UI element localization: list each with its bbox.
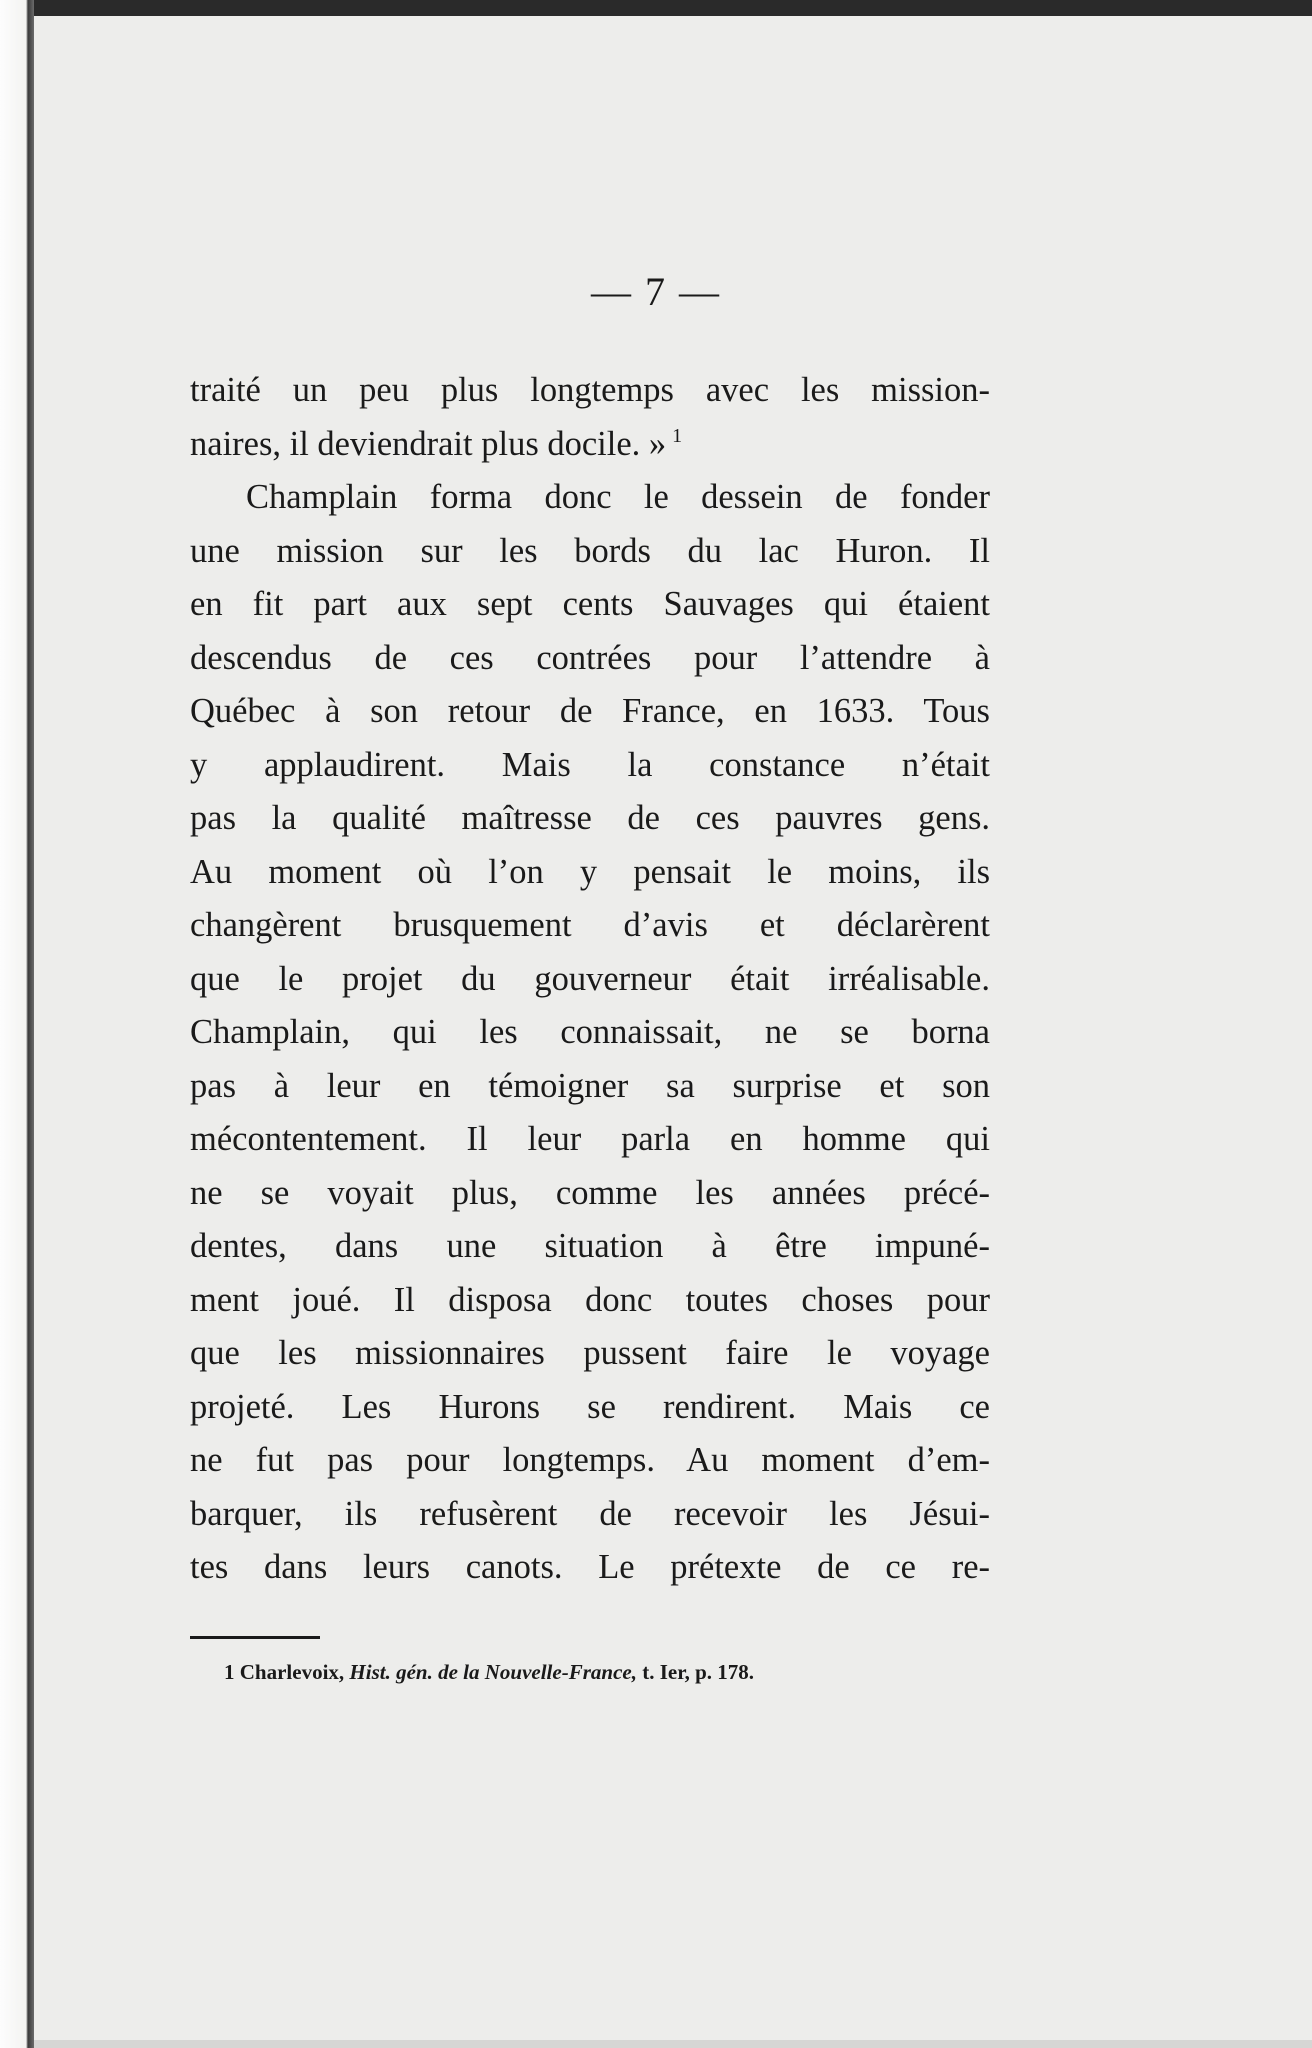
text-line bbox=[190, 685, 990, 739]
text-line-content: tes dans leurs canots. Le prétexte de ce re- bbox=[190, 1548, 990, 1586]
body-text bbox=[190, 364, 990, 1595]
text-line bbox=[190, 792, 990, 846]
text-line-content: que le projet du gouverneur était irréalisable. bbox=[190, 959, 990, 998]
text-line bbox=[190, 1541, 990, 1595]
text-line bbox=[190, 953, 990, 1007]
footnote-number: 1 bbox=[224, 1660, 235, 1684]
text-line bbox=[190, 1327, 990, 1381]
text-line-content: que les missionnaires pussent faire le voyage bbox=[190, 1334, 990, 1372]
text-line-content: naires, il deviendrait plus docile. » bbox=[190, 424, 667, 463]
text-line-content: dentes, dans une situation à être impuné- bbox=[190, 1227, 990, 1265]
text-line-content: descendus de ces contrées pour l’attendre à bbox=[190, 638, 990, 677]
footnote-author: Charlevoix, bbox=[239, 1660, 345, 1684]
text-line-content: pas la qualité maîtresse de ces pauvres gens. bbox=[190, 799, 990, 837]
footnote-rule bbox=[190, 1636, 320, 1639]
text-line-content: ne fut pas pour longtemps. Au moment d’em- bbox=[190, 1441, 990, 1479]
text-line bbox=[190, 471, 990, 525]
text-line bbox=[190, 846, 990, 900]
text-line bbox=[190, 578, 990, 632]
text-line bbox=[190, 1060, 990, 1114]
bottom-scan-edge bbox=[34, 2040, 1312, 2048]
text-line bbox=[190, 1167, 990, 1221]
text-line bbox=[190, 418, 990, 472]
text-line bbox=[190, 1434, 990, 1488]
page-number: — 7 — bbox=[591, 269, 721, 314]
footnote bbox=[224, 1660, 754, 1685]
text-line-content: pas à leur en témoigner sa surprise et son bbox=[190, 1066, 990, 1105]
text-line bbox=[190, 632, 990, 686]
text-line bbox=[190, 1220, 990, 1274]
text-line-content: ment joué. Il disposa donc toutes choses pour bbox=[190, 1280, 990, 1319]
text-line-content: ne se voyait plus, comme les années précé- bbox=[190, 1173, 990, 1212]
text-line-content: Québec à son retour de France, en 1633. Tous bbox=[190, 692, 990, 730]
text-line-content: Champlain forma donc le dessein de fonder bbox=[246, 478, 990, 516]
text-line bbox=[190, 899, 990, 953]
text-line bbox=[190, 525, 990, 579]
text-line-content: y applaudirent. Mais la constance n’était bbox=[190, 745, 990, 784]
text-line-content: changèrent brusquement d’avis et déclarèrent bbox=[190, 906, 990, 944]
text-line bbox=[190, 1381, 990, 1435]
text-line-content: Au moment où l’on y pensait le moins, ils bbox=[190, 852, 990, 891]
footnote-title: Hist. gén. de la Nouvelle-France, bbox=[349, 1660, 637, 1684]
text-line bbox=[190, 1006, 990, 1060]
text-line bbox=[190, 1488, 990, 1542]
text-line bbox=[190, 1274, 990, 1328]
footnote-ref: t. Ier, p. 178. bbox=[642, 1660, 755, 1684]
text-line bbox=[190, 739, 990, 793]
text-line-content: une mission sur les bords du lac Huron. Il bbox=[190, 531, 990, 570]
text-line-content: Champlain, qui les connaissait, ne se borna bbox=[190, 1013, 990, 1051]
footnote-marker: 1 bbox=[672, 425, 683, 447]
text-line-content: projeté. Les Hurons se rendirent. Mais ce bbox=[190, 1387, 990, 1426]
text-line bbox=[190, 364, 990, 418]
text-line-content: barquer, ils refusèrent de recevoir les Jésui- bbox=[190, 1494, 990, 1533]
top-scan-edge bbox=[0, 0, 1312, 16]
text-line bbox=[190, 1113, 990, 1167]
text-line-content: mécontentement. Il leur parla en homme qui bbox=[190, 1120, 990, 1158]
text-line-content: traité un peu plus longtemps avec les mission- bbox=[190, 371, 990, 409]
text-line-content: en fit part aux sept cents Sauvages qui étaient bbox=[190, 585, 990, 623]
